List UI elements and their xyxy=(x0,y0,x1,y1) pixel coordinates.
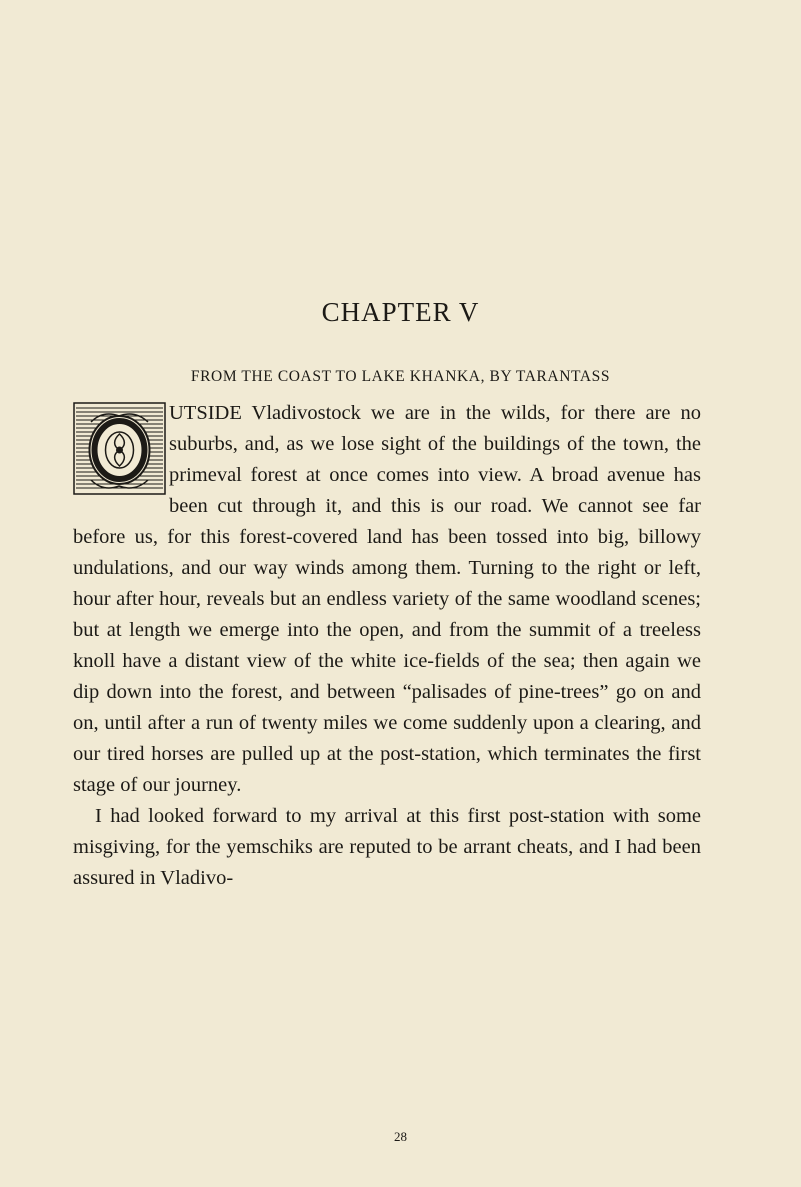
body-text xyxy=(73,398,701,894)
paragraph-2-text: I had looked forward to my arrival at this first post-station with some misgiving, for the yemschiks are reputed to be arrant cheats, and I had been assured in Vladivo- xyxy=(73,805,701,889)
ornamental-initial-o-icon xyxy=(73,402,166,495)
drop-cap-word-rest: UTSIDE xyxy=(169,402,242,424)
paragraph-1-text: Vladivostock we are in the wilds, for there are no suburbs, and, as we lose sight of the buildings of the town, the primeval forest at once comes into view. A broad avenue has been cut through it, and this is our road. We cannot see far before us, for this forest-covered land has been tossed into big, billowy undulations, and our way winds among them. Turning to the right or left, hour after hour, reveals but an endless variety of the same woodland scenes; but at length we emerge into the open, and from the summit of a treeless knoll have a distant view of the white ice-fields of the sea; then again we dip down into the forest, and between “palisades of pine-trees” go on and on, until after a run of twenty miles we come suddenly upon a clearing, and our tired horses are pulled up at the post-station, which terminates the first stage of our journey. xyxy=(73,402,701,796)
chapter-title: CHAPTER V xyxy=(321,297,480,327)
page-number: 28 xyxy=(394,1129,407,1144)
paragraph-1 xyxy=(73,398,701,801)
chapter-subtitle: FROM THE COAST TO LAKE KHANKA, BY TARANTASS xyxy=(190,368,611,385)
paragraph-2 xyxy=(73,801,701,894)
